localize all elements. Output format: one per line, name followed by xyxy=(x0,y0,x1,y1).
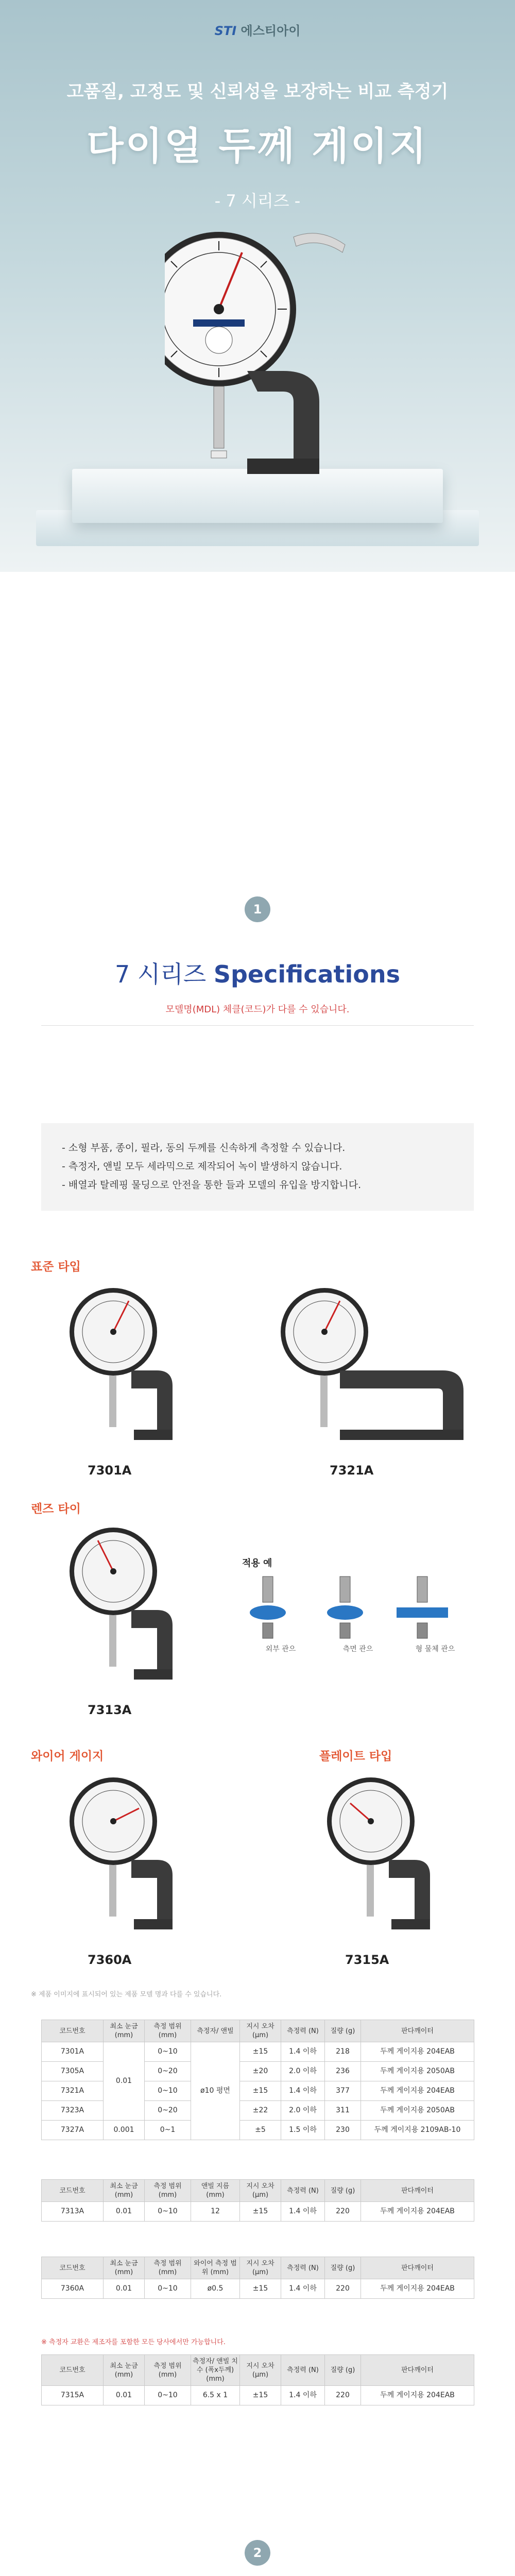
product-7313a-image xyxy=(62,1522,185,1687)
table-cell: 두께 게이지용 204EAB xyxy=(361,2042,474,2062)
table-header-cell: 판다깨이터 xyxy=(361,2355,474,2386)
feature-item: - 측정자, 앤빌 모두 세라믹으로 제작되어 녹이 발생하지 않습니다. xyxy=(62,1161,342,1172)
application-label: 외부 관으 xyxy=(265,1645,296,1653)
category-label-wire: 와이어 게이지 xyxy=(31,1750,104,1763)
application-examples-diagram xyxy=(242,1571,479,1654)
section-number-badge: 2 xyxy=(245,2540,270,2566)
table-header-cell: 측정력 (N) xyxy=(281,2355,325,2386)
product-7315a-image xyxy=(319,1772,443,1937)
table-header-cell: 측정 범위 (mm) xyxy=(145,2180,191,2202)
table-header-row xyxy=(42,2020,474,2042)
section-title-prefix: 7 시리즈 xyxy=(114,960,207,988)
table-header-cell: 측정 범위 (mm) xyxy=(145,2020,191,2042)
table-header-cell: 지시 오차 (μm) xyxy=(240,2020,281,2042)
hero-series: - 7 시리즈 - xyxy=(214,191,301,211)
table-cell: 0.01 xyxy=(104,2279,145,2299)
table-header-cell: 측정력 (N) xyxy=(281,2180,325,2202)
table-cell: 220 xyxy=(325,2386,361,2405)
table-cell: 0.01 xyxy=(104,2386,145,2405)
table-cell: 0.001 xyxy=(104,2121,145,2140)
table-cell: 1.4 이하 xyxy=(281,2386,325,2405)
table-header-cell: 판다깨이터 xyxy=(361,2257,474,2279)
product-7360a-image xyxy=(62,1772,185,1937)
hero-title: 다이얼 두께 게이지 xyxy=(87,124,428,168)
table-cell: 311 xyxy=(325,2101,361,2121)
photo-note: ※ 제품 이미지에 표시되어 있는 제품 모델 명과 다를 수 있습니다. xyxy=(31,1991,222,1998)
table-row xyxy=(42,2202,474,2222)
table-cell: 220 xyxy=(325,2202,361,2222)
product-7321a-image xyxy=(278,1283,474,1448)
table-cell: 0~10 xyxy=(145,2042,191,2062)
model-label-7360a: 7360A xyxy=(88,1953,132,1967)
table-cell: 218 xyxy=(325,2042,361,2062)
table-header-cell: 측정력 (N) xyxy=(281,2257,325,2279)
table-cell: 두께 게이지용 204EAB xyxy=(361,2081,474,2101)
application-label: 측면 관으 xyxy=(342,1645,373,1653)
table-cell: 7301A xyxy=(42,2042,104,2062)
table-header-cell: 판다깨이터 xyxy=(361,2020,474,2042)
table-cell: 7321A xyxy=(42,2081,104,2101)
table-cell: 7360A xyxy=(42,2279,104,2299)
applications-labels xyxy=(242,1643,479,1654)
table-header-row xyxy=(42,2180,474,2202)
table-header-cell: 질량 (g) xyxy=(325,2180,361,2202)
table-cell: 두께 게이지용 2050AB xyxy=(361,2101,474,2121)
table-header-cell: 코드번호 xyxy=(42,2257,104,2279)
table-header-cell: 코드번호 xyxy=(42,2180,104,2202)
table-header-cell: 코드번호 xyxy=(42,2020,104,2042)
brand-logo xyxy=(0,21,515,39)
feature-item: - 배열과 탈레핑 물딩으로 안전을 통한 들과 모델의 유입을 방지합니다. xyxy=(62,1179,362,1191)
table-header-cell: 판다깨이터 xyxy=(361,2180,474,2202)
table-note: ※ 측정자 교환은 제조자를 포함한 모든 당사에서만 가능합니다. xyxy=(41,2338,226,2346)
table-cell: 230 xyxy=(325,2121,361,2140)
table-cell: 220 xyxy=(325,2279,361,2299)
table-cell: ±15 xyxy=(240,2386,281,2405)
spec-table-flat xyxy=(41,2354,474,2405)
table-header-cell: 지시 오차 (μm) xyxy=(240,2257,281,2279)
table-row xyxy=(42,2121,474,2140)
table-cell: 0~20 xyxy=(145,2062,191,2081)
table-cell: ±5 xyxy=(240,2121,281,2140)
table-cell: 236 xyxy=(325,2062,361,2081)
spec-table-lens xyxy=(41,2179,474,2222)
category-label-flat: 플레이트 타입 xyxy=(319,1750,392,1763)
section-title xyxy=(0,956,515,990)
table-cell: 0.01 xyxy=(104,2042,145,2121)
model-label-7315a: 7315A xyxy=(345,1953,389,1967)
table-cell: 2.0 이하 xyxy=(281,2101,325,2121)
table-header-cell: 질량 (g) xyxy=(325,2257,361,2279)
table-cell: 0~10 xyxy=(145,2279,191,2299)
table-header-cell: 와이어 측정 범위 (mm) xyxy=(191,2257,240,2279)
table-cell: 0~10 xyxy=(145,2386,191,2405)
table-cell: 두께 게이지용 204EAB xyxy=(361,2386,474,2405)
table-cell: 7313A xyxy=(42,2202,104,2222)
table-header-row xyxy=(42,2257,474,2279)
hero-subtitle: 고품질, 고정도 및 신뢰성을 보장하는 비교 측정기 xyxy=(66,81,449,102)
table-cell: 0~20 xyxy=(145,2101,191,2121)
table-cell: 1.4 이하 xyxy=(281,2042,325,2062)
table-cell: ±15 xyxy=(240,2081,281,2101)
table-row xyxy=(42,2042,474,2062)
table-cell: 377 xyxy=(325,2081,361,2101)
table-header-cell: 측정력 (N) xyxy=(281,2020,325,2042)
table-header-cell: 지시 오차 (μm) xyxy=(240,2355,281,2386)
table-cell: 7323A xyxy=(42,2101,104,2121)
table-row xyxy=(42,2386,474,2405)
table-header-cell: 코드번호 xyxy=(42,2355,104,2386)
section-title-main: Specifications xyxy=(213,960,400,988)
table-cell: 2.0 이하 xyxy=(281,2062,325,2081)
table-cell: 0.01 xyxy=(104,2202,145,2222)
table-row xyxy=(42,2279,474,2299)
spec-table-wire xyxy=(41,2257,474,2299)
table-cell: 두께 게이지용 2050AB xyxy=(361,2062,474,2081)
table-header-cell: 측정 범위 (mm) xyxy=(145,2257,191,2279)
table-cell: ±15 xyxy=(240,2202,281,2222)
table-header-cell: 측정 범위 (mm) xyxy=(145,2355,191,2386)
model-notice: 모델명(MDL) 체클(코드)가 다를 수 있습니다. xyxy=(165,1004,350,1015)
product-7301a-image xyxy=(62,1283,185,1448)
table-cell: ø10 평면 xyxy=(191,2042,240,2140)
table-header-cell: 측정자/ 앤빌 xyxy=(191,2020,240,2042)
table-cell: 7315A xyxy=(42,2386,104,2405)
model-label-7313a: 7313A xyxy=(88,1703,132,1717)
spec-table-standard xyxy=(41,2020,474,2140)
table-cell: 1.4 이하 xyxy=(281,2202,325,2222)
table-cell: 7305A xyxy=(42,2062,104,2081)
table-cell: ±15 xyxy=(240,2042,281,2062)
table-header-cell: 최소 눈금 (mm) xyxy=(104,2180,145,2202)
application-label: 형 물체 관으 xyxy=(415,1645,455,1653)
table-cell: 두께 게이지용 204EAB xyxy=(361,2279,474,2299)
model-label-7301a: 7301A xyxy=(88,1463,132,1478)
hero-banner xyxy=(0,0,515,572)
table-header-cell: 질량 (g) xyxy=(325,2355,361,2386)
model-label-7321a: 7321A xyxy=(330,1463,374,1478)
table-cell: 12 xyxy=(191,2202,240,2222)
table-cell: 1.4 이하 xyxy=(281,2081,325,2101)
section-number-badge: 1 xyxy=(245,896,270,922)
brand-name: 에스티아이 xyxy=(241,24,301,38)
category-label-lens: 렌즈 타이 xyxy=(31,1502,81,1516)
table-cell: ±22 xyxy=(240,2101,281,2121)
table-cell: 두께 게이지용 2109AB-10 xyxy=(361,2121,474,2140)
table-header-cell: 측정자/ 앤빌 치수 (폭x두께) (mm) xyxy=(191,2355,240,2386)
table-cell: 1.4 이하 xyxy=(281,2279,325,2299)
table-cell: 0~10 xyxy=(145,2081,191,2101)
table-cell: ø0.5 xyxy=(191,2279,240,2299)
table-header-cell: 최소 눈금 (mm) xyxy=(104,2257,145,2279)
applications-title: 적용 예 xyxy=(242,1558,272,1569)
feature-item: - 소형 부품, 종이, 필라, 동의 두께를 신속하게 측정할 수 있습니다. xyxy=(62,1142,346,1154)
table-header-cell: 최소 눈금 (mm) xyxy=(104,2020,145,2042)
table-header-cell: 질량 (g) xyxy=(325,2020,361,2042)
table-header-cell: 앤빌 지름 (mm) xyxy=(191,2180,240,2202)
table-header-cell: 지시 오차 (μm) xyxy=(240,2180,281,2202)
table-cell: 0~1 xyxy=(145,2121,191,2140)
table-cell: 7327A xyxy=(42,2121,104,2140)
dial-gauge-hero-image xyxy=(165,216,360,489)
table-cell: 6.5 x 1 xyxy=(191,2386,240,2405)
table-cell: ±15 xyxy=(240,2279,281,2299)
table-cell: 두께 게이지용 204EAB xyxy=(361,2202,474,2222)
brand-mark: STI xyxy=(214,24,237,38)
table-header-row xyxy=(42,2355,474,2386)
feature-list xyxy=(41,1123,474,1211)
table-cell: ±20 xyxy=(240,2062,281,2081)
table-cell: 1.5 이하 xyxy=(281,2121,325,2140)
table-header-cell: 최소 눈금 (mm) xyxy=(104,2355,145,2386)
category-label-standard: 표준 타입 xyxy=(31,1260,81,1274)
table-cell: 0~10 xyxy=(145,2202,191,2222)
